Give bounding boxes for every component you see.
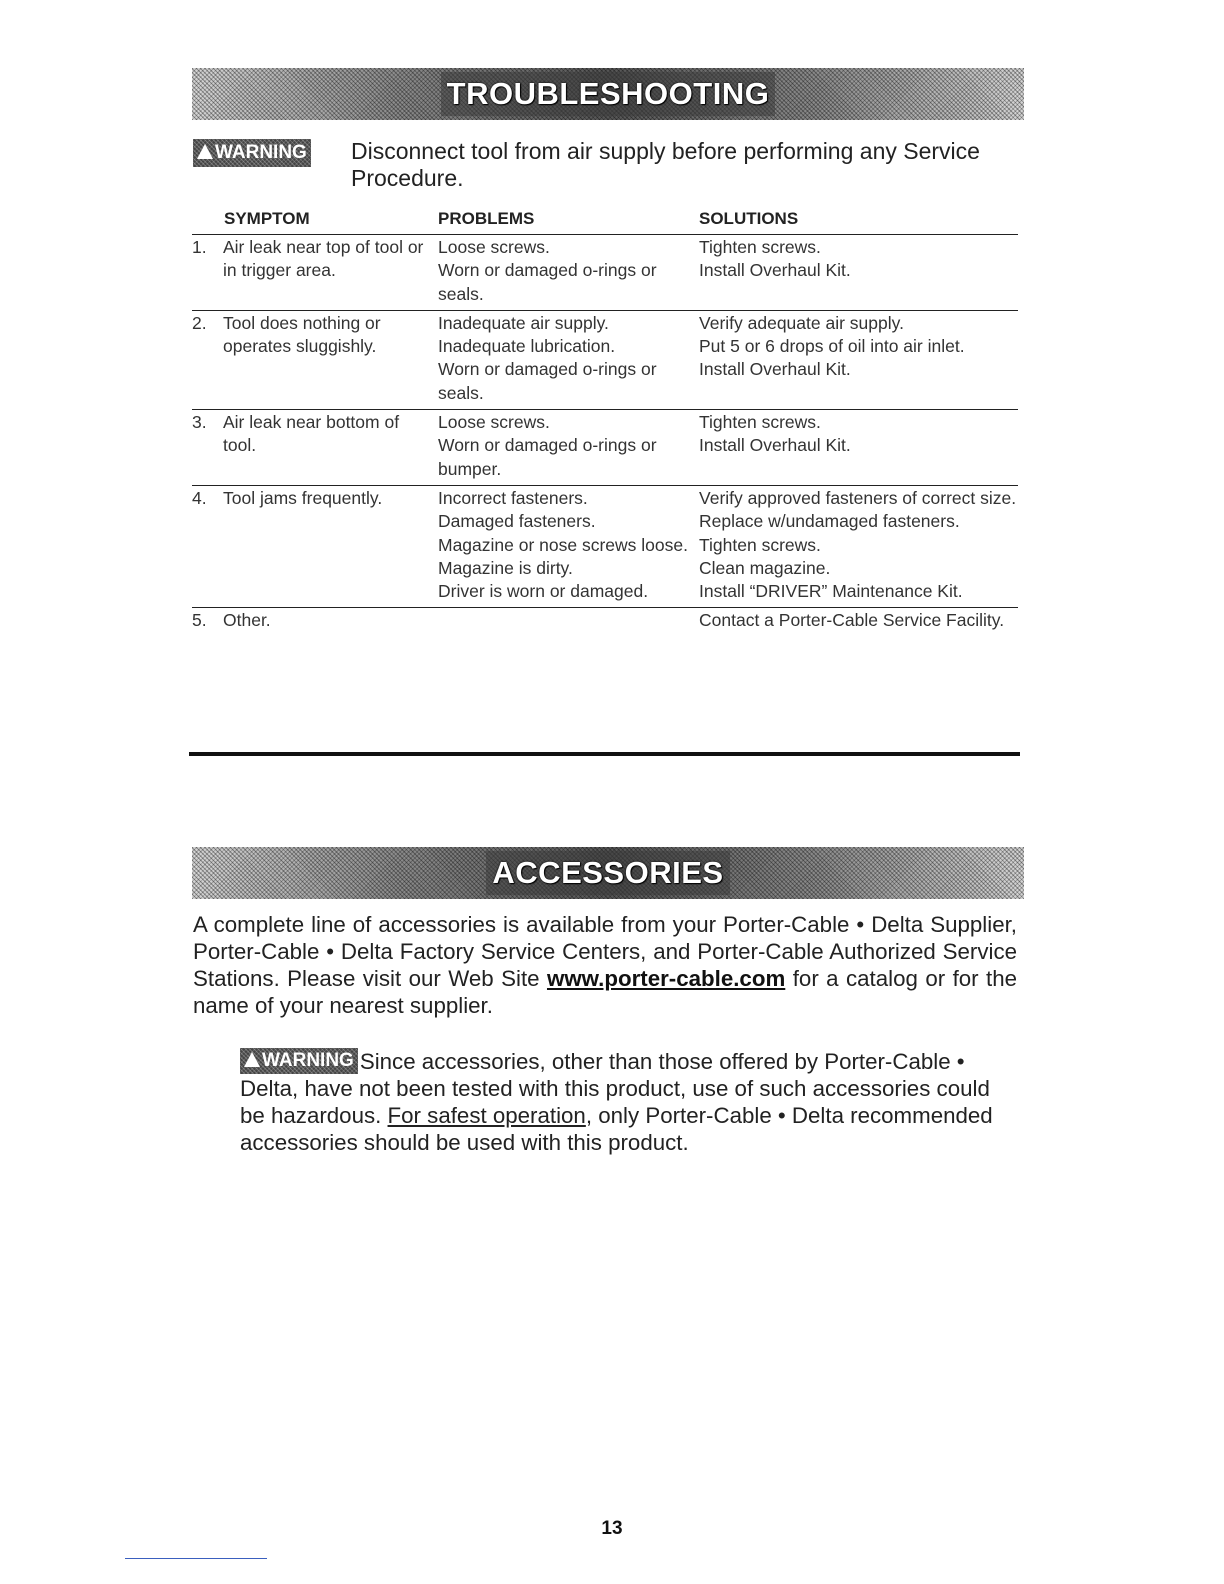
website-link[interactable]: www.porter-cable.com	[546, 966, 786, 991]
row-solution: Tighten screws.	[699, 412, 821, 433]
accessories-warning-underlined: For safest operation	[387, 1103, 586, 1128]
row-solution: Install Overhaul Kit.	[699, 435, 851, 456]
header-problems: PROBLEMS	[438, 209, 535, 228]
row-symptom: Other.	[223, 610, 271, 631]
troubleshooting-table	[192, 205, 1018, 637]
warning-label: WARNING	[262, 1050, 354, 1071]
row-solution: Replace w/undamaged fasteners.	[699, 511, 960, 532]
row-symptom: Tool does nothing or operates sluggishly.	[223, 312, 381, 357]
row-solution: Tighten screws.	[699, 534, 821, 555]
row-solution: Install “DRIVER” Maintenance Kit.	[699, 581, 963, 602]
row-solution: Install Overhaul Kit.	[699, 260, 851, 281]
accessories-warning-text-1: Since accessories, other than those offered by Porter-Cable • Delta, have not been tested with this product, use of such accessories could be hazardous.	[240, 1049, 990, 1128]
table-row	[192, 608, 1018, 636]
row-symptom: Air leak near bottom of tool.	[223, 412, 400, 456]
row-number: 4.	[192, 487, 207, 508]
row-solution: Tighten screws.	[699, 237, 821, 257]
table-row	[192, 235, 1018, 311]
row-problem: Loose screws.	[438, 412, 550, 433]
row-solution: Clean magazine.	[699, 557, 831, 578]
row-problem: Loose screws.	[438, 237, 550, 257]
row-problem: Driver is worn or damaged.	[438, 581, 649, 602]
problem-solution-pair	[192, 358, 1018, 405]
warning-badge	[240, 1048, 358, 1074]
row-solution: Put 5 or 6 drops of oil into air inlet.	[699, 336, 965, 357]
row-problem: Magazine is dirty.	[438, 557, 573, 578]
row-problem: Worn or damaged o-rings or seals.	[438, 359, 657, 403]
warning-text: Disconnect tool from air supply before performing any Service Procedure.	[351, 138, 980, 191]
accessories-banner	[192, 847, 1024, 899]
row-solution: Install Overhaul Kit.	[699, 359, 851, 380]
row-symptom: Air leak near top of tool or in trigger area.	[223, 237, 424, 281]
row-number: 3.	[192, 412, 207, 433]
accessories-text-intro: A complete line of accessories is available from your Porter-Cable • Delta Supplier, Porter-Cable • Delta Factory Service Centers, and Porter-Cable Authorized Service Stations. Please visit our Web Site	[193, 912, 1017, 991]
table-header	[192, 205, 1018, 235]
warning-triangle-icon	[244, 1052, 260, 1067]
table-row	[192, 311, 1018, 410]
page-number: 13	[601, 1518, 623, 1539]
warning-triangle-icon	[197, 144, 213, 159]
row-problem: Inadequate air supply.	[438, 312, 609, 333]
warning-label: WARNING	[215, 142, 307, 163]
problem-solution-pair	[192, 534, 1018, 557]
row-problem	[438, 609, 699, 632]
row-solution: Contact a Porter-Cable Service Facility.	[699, 610, 1005, 631]
problem-solution-pair	[192, 510, 1018, 533]
warning-badge	[193, 139, 311, 167]
table-body	[192, 235, 1018, 637]
troubleshooting-title: TROUBLESHOOTING	[441, 72, 776, 116]
section-divider	[189, 752, 1020, 756]
row-problem: Damaged fasteners.	[438, 511, 596, 532]
row-number: 2.	[192, 312, 207, 333]
row-number: 5.	[192, 610, 207, 631]
table-row	[192, 410, 1018, 486]
problem-solution-pair	[192, 557, 1018, 580]
accessories-text-outro: for a catalog or for the name of your nearest supplier.	[193, 966, 1018, 1018]
troubleshooting-banner	[192, 68, 1024, 120]
footnote-rule	[125, 1558, 267, 1559]
row-solution: Verify approved fasteners of correct size.	[699, 487, 1017, 508]
accessories-paragraph	[193, 911, 1017, 1019]
row-solution: Verify adequate air supply.	[699, 312, 904, 333]
row-symptom: Tool jams frequently.	[223, 487, 383, 508]
problem-solution-pair	[192, 580, 1018, 603]
row-problem: Worn or damaged o-rings or bumper.	[438, 435, 657, 479]
accessories-warning	[240, 1048, 1017, 1156]
row-problem: Inadequate lubrication.	[438, 336, 616, 357]
row-number: 1.	[192, 237, 207, 257]
table-row	[192, 486, 1018, 608]
row-problem: Worn or damaged o-rings or seals.	[438, 260, 657, 304]
accessories-warning-text-2: , only Porter-Cable • Delta recommended accessories should be used with this product.	[240, 1103, 993, 1155]
accessories-title: ACCESSORIES	[486, 851, 729, 895]
header-solutions: SOLUTIONS	[699, 209, 799, 228]
row-problem: Magazine or nose screws loose.	[438, 534, 688, 555]
header-symptom: SYMPTOM	[224, 209, 310, 228]
row-problem: Incorrect fasteners.	[438, 487, 588, 508]
